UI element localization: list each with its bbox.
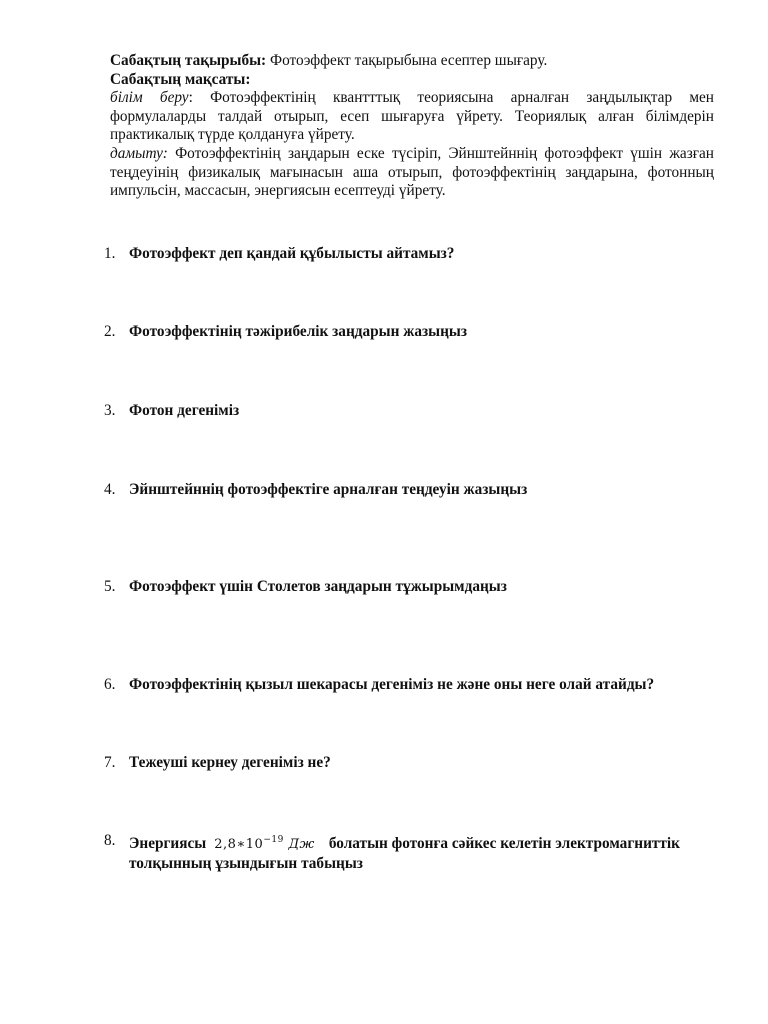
question-number: 1. bbox=[104, 245, 116, 262]
question-2 bbox=[104, 322, 716, 341]
topic-value: Фотоэффект тақырыбына есептер шығару. bbox=[266, 52, 548, 69]
question-text: Тежеуші кернеу дегеніміз не? bbox=[129, 754, 331, 771]
goals-label: Сабақтың мақсаты: bbox=[110, 70, 251, 88]
formula-mantissa: 2,8∗10 bbox=[214, 837, 264, 852]
lesson-header bbox=[110, 52, 714, 201]
question-1 bbox=[104, 244, 716, 263]
question-number: 4. bbox=[104, 481, 116, 498]
question-number: 8. bbox=[104, 832, 116, 849]
development-goal bbox=[110, 145, 714, 201]
question-7 bbox=[104, 753, 716, 772]
formula-unit: Дж bbox=[288, 837, 315, 852]
question-text: Фотоэффект деп қандай құбылысты айтамыз? bbox=[129, 245, 455, 262]
topic-label: Сабақтың тақырыбы: bbox=[110, 52, 267, 69]
goals-line bbox=[110, 71, 714, 90]
question-8 bbox=[104, 831, 716, 873]
question-number: 5. bbox=[104, 578, 116, 595]
education-goal-label: білім беру bbox=[110, 89, 189, 107]
question-text: Фотоэффект үшін Столетов заңдарын тұжырымдаңыз bbox=[129, 578, 507, 595]
formula-exponent: −19 bbox=[263, 835, 284, 845]
development-goal-label: дамыту: bbox=[110, 144, 168, 162]
energy-formula bbox=[214, 837, 315, 852]
question-6 bbox=[104, 675, 716, 694]
question-text bbox=[129, 831, 716, 873]
question-text: Фотон дегеніміз bbox=[129, 402, 240, 419]
question-text-line2: толқынның ұзындығын табыңыз bbox=[129, 855, 363, 872]
question-number: 3. bbox=[104, 402, 116, 419]
question-text: Фотоэффектінің тәжірибелік заңдарын жазыңыз bbox=[129, 323, 467, 340]
question-text: Эйнштейннің фотоэффектіге арналған теңдеуін жазыңыз bbox=[129, 481, 528, 498]
education-goal-text: : Фотоэффектінің квантттық теориясына арналған заңдылықтар мен формулаларды талдай отырып, есеп шығаруға үйрету. Теориялық алған білімдерін практикалық түрде қолдануға үйрету. bbox=[110, 89, 714, 144]
topic-line bbox=[110, 52, 714, 71]
question-number: 6. bbox=[104, 676, 116, 693]
question-number: 7. bbox=[104, 754, 116, 771]
question-number: 2. bbox=[104, 323, 116, 340]
question-text-after: болатын фотонға сәйкес келетін электромагниттік bbox=[328, 835, 680, 852]
development-goal-text: Фотоэффектінің заңдарын еске түсіріп, Эйнштейннің фотоэффект үшін жазған теңдеуінің физикалық мағынасын аша отырып, фотоэффектінің заңдарына, фотонның импульсін, массасын, энергиясын есептеуді үйрету. bbox=[110, 144, 714, 200]
question-text: Фотоэффектінің қызыл шекарасы дегеніміз не және оны неге олай атайды? bbox=[129, 676, 655, 693]
education-goal bbox=[110, 89, 714, 145]
question-4 bbox=[104, 480, 716, 499]
question-text-before: Энергиясы bbox=[129, 835, 207, 852]
question-3 bbox=[104, 401, 716, 420]
question-5 bbox=[104, 577, 716, 596]
